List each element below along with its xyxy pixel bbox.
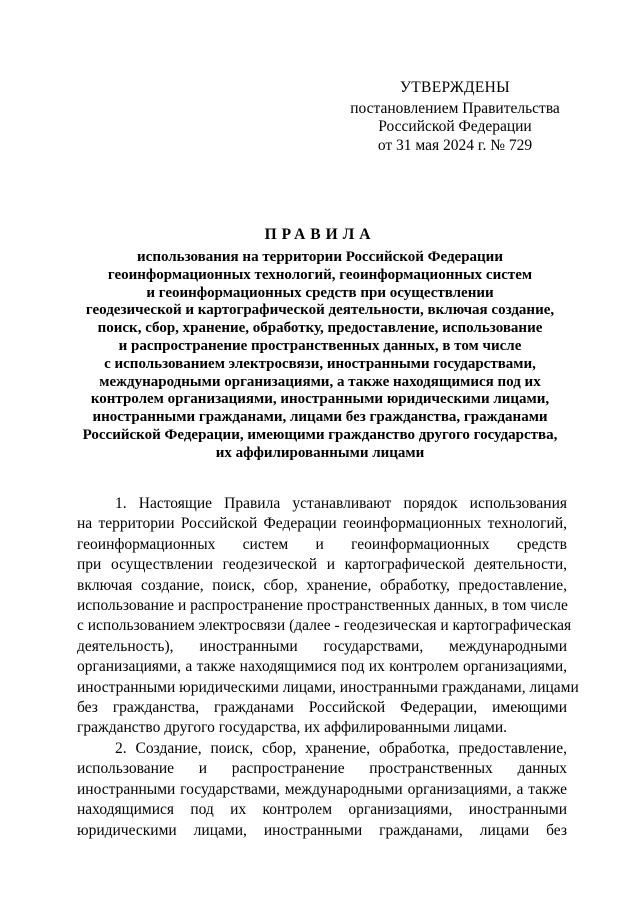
paragraph-line: на территории Российской Федерации геоинформационных технологий,	[77, 515, 567, 533]
paragraph-line: 2. Создание, поиск, сбор, хранение, обработка, предоставление,	[115, 739, 567, 757]
subtitle-line: международными организациями, а также находящимися под их	[99, 373, 541, 390]
paragraph-line: геоинформационных систем и геоинформационных средств	[77, 535, 567, 553]
approval-line: Российской Федерации	[378, 118, 532, 135]
subtitle-line: их аффилированными лицами	[215, 444, 425, 461]
paragraph-line: без гражданства, гражданами Российской Федерации, имеющими	[77, 699, 567, 717]
paragraph-line: юридическими лицами, иностранными гражданами, лицами без	[77, 821, 567, 839]
paragraph-line: деятельность), иностранными государствами, международными	[77, 637, 567, 655]
paragraph-line: гражданство другого государства, их аффилированными лицами.	[77, 719, 507, 737]
subtitle-line: Российской Федерации, имеющими гражданство другого государства,	[82, 426, 558, 443]
approval-line: от 31 мая 2024 г. № 729	[377, 136, 533, 154]
document-title: ПРАВИЛА	[264, 226, 376, 243]
subtitle-line: иностранными гражданами, лицами без гражданства, гражданами	[92, 409, 548, 426]
document-subtitle	[60, 249, 580, 463]
paragraph-line: включая создание, поиск, сбор, хранение, обработку, предоставление,	[77, 576, 567, 594]
paragraph-line: использование и распространение пространственных данных, в том числе	[77, 597, 568, 615]
subtitle-line: с использованием электросвязи, иностранными государствами,	[104, 355, 536, 372]
paragraph-line: 1. Настоящие Правила устанавливают порядок использования	[115, 495, 567, 512]
subtitle-line: использования на территории Российской Федерации	[137, 249, 503, 265]
paragraph-line: находящимися под их контролем организациями, иностранными	[77, 801, 567, 819]
subtitle-line: поиск, сбор, хранение, обработку, предоставление, использование	[97, 320, 543, 337]
subtitle-line: контролем организациями, иностранными юридическими лицами,	[90, 391, 550, 408]
paragraph-line: организациями, а также находящимися под их контролем организациями,	[77, 658, 567, 676]
subtitle-line: и распространение пространственных данных, в том числе	[118, 337, 522, 354]
paragraph-line: использование и распространение пространственных данных	[77, 760, 567, 778]
paragraph-line: иностранными юридическими лицами, иностранными гражданами, лицами	[77, 678, 579, 696]
subtitle-line: и геоинформационных средств при осуществлении	[146, 284, 494, 301]
paragraph-line: при осуществлении геодезической и картографической деятельности,	[77, 556, 567, 574]
approval-heading: УТВЕРЖДЕНЫ	[400, 79, 510, 96]
approval-line: постановлением Правительства	[350, 99, 560, 117]
subtitle-line: геоинформационных технологий, геоинформационных систем	[107, 266, 533, 283]
paragraph-line: с использованием электросвязи (далее - геодезическая и картографическая	[77, 617, 572, 635]
document-body	[77, 494, 579, 841]
subtitle-line: геодезической и картографической деятельности, включая создание,	[85, 302, 555, 319]
paragraph-line: иностранными государствами, международными организациями, а также	[77, 780, 567, 798]
approval-block	[330, 79, 580, 155]
paragraph-2	[77, 739, 567, 841]
paragraph-1	[77, 494, 579, 739]
